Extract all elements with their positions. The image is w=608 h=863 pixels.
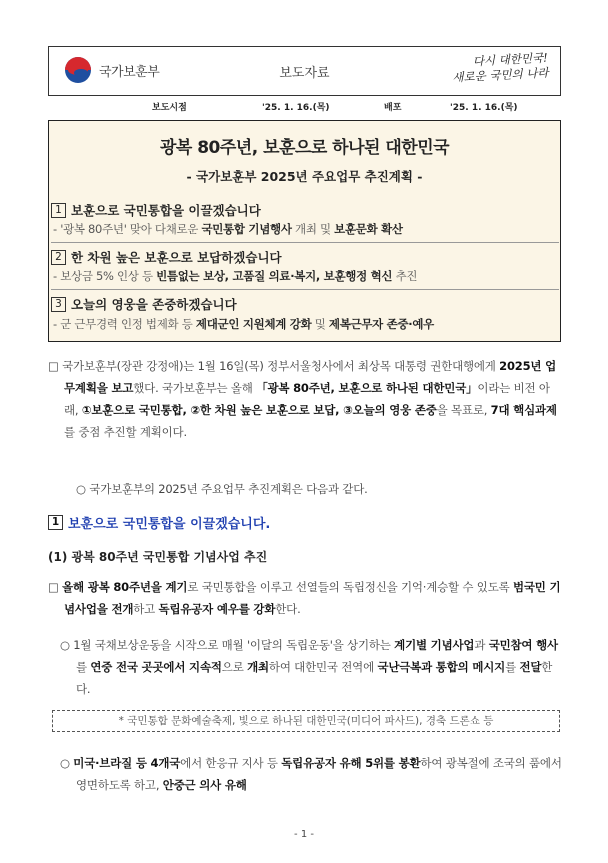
text: 한다. xyxy=(76,660,553,696)
divider xyxy=(51,289,559,290)
press-header xyxy=(48,46,561,96)
distribute-value: '25. 1. 16.(목) xyxy=(450,103,518,113)
footnote-box: * 국민통합 문화예술축제, 빛으로 하나된 대한민국(미디어 파사드), 경축 드론쇼 등 xyxy=(52,710,560,732)
detail-emphasis: 국민통합 기념행사 xyxy=(201,222,292,236)
text: 를 xyxy=(505,660,520,674)
emphasis: 안중근 의사 유해 xyxy=(162,778,247,792)
slogan-signature xyxy=(451,51,549,86)
emphasis: 7대 핵심과제 xyxy=(490,403,557,417)
section-heading-1 xyxy=(48,513,270,532)
emphasis: 국민참여 행사 xyxy=(488,638,558,652)
text: 이라는 비전 아래, xyxy=(64,381,550,417)
text: 하고 xyxy=(133,602,159,616)
text: 했다. 국가보훈부는 올해 xyxy=(133,381,257,395)
slogan-line-2: 새로운 국민의 나라 xyxy=(451,65,549,85)
detail-text: - 군 근무경력 인정 법제화 등 xyxy=(53,317,196,331)
detail-text: - 보상금 5% 인상 등 xyxy=(53,269,157,283)
emphasis: 「광복 80주년, 보훈으로 하나된 대한민국」 xyxy=(256,381,478,395)
emphasis: 개최 xyxy=(247,660,269,674)
summary-item-1-detail xyxy=(53,221,403,237)
section-number-box: 1 xyxy=(48,515,63,530)
item-number-box: 2 xyxy=(51,250,66,265)
detail-text: - '광복 80주년' 맞아 다채로운 xyxy=(53,222,202,236)
item-heading: 한 차원 높은 보훈으로 보답하겠습니다 xyxy=(71,250,282,265)
text: ○ 1월 국채보상운동을 시작으로 매월 '이달의 독립운동'을 상기하는 xyxy=(60,638,395,652)
detail-emphasis: 제대군인 지원체계 강화 xyxy=(195,317,312,331)
release-value: '25. 1. 16.(목) xyxy=(262,103,330,113)
release-dates xyxy=(0,97,608,113)
divider xyxy=(51,242,559,243)
text: 과 xyxy=(474,638,489,652)
summary-item-3-detail xyxy=(53,316,434,332)
text: □ 국가보훈부(장관 강정애)는 1월 16일(목) 정부서울청사에서 최상목 대통령 권한대행에게 xyxy=(48,359,500,373)
emphasis: 2025년 업무계획을 보고 xyxy=(64,359,557,395)
emphasis: 독립유공자 유해 5위를 봉환 xyxy=(281,756,421,770)
detail-text: 추진 xyxy=(392,269,418,283)
text: 을 목표로, xyxy=(436,403,491,417)
text: 를 중점 추진할 계획이다. xyxy=(64,425,187,439)
emphasis: 계기별 기념사업 xyxy=(394,638,475,652)
text: □ xyxy=(48,580,63,594)
intro-bullet: ○ 국가보훈부의 2025년 주요업무 추진계획은 다음과 같다. xyxy=(76,482,368,496)
text: 에서 한응규 지사 등 xyxy=(180,756,282,770)
summary-box xyxy=(48,120,561,342)
section-title: 보훈으로 국민통합을 이끌겠습니다. xyxy=(68,517,271,532)
distribute-label: 배포 xyxy=(384,103,402,113)
press-subtitle: - 국가보훈부 2025년 주요업무 추진계획 - xyxy=(186,169,423,184)
text: 으로 xyxy=(221,660,248,674)
summary-item-1 xyxy=(51,201,261,219)
text: 하여 광복절에 조국의 품에서 영면하도록 하고, xyxy=(76,756,562,792)
ministry-name: 국가보훈부 xyxy=(99,64,160,80)
summary-item-2 xyxy=(51,248,282,266)
emphasis: 올해 광복 80주년을 계기 xyxy=(62,580,188,594)
detail-emphasis: 보훈문화 확산 xyxy=(334,222,403,236)
text: 로 국민통합을 이루고 선열들의 독립정신을 기억·계승할 수 있도록 xyxy=(187,580,513,594)
item-heading: 오늘의 영웅을 존중하겠습니다 xyxy=(71,297,237,312)
slogan-line-1: 다시 대한민국! xyxy=(472,50,548,69)
summary-item-2-detail xyxy=(53,268,417,284)
text: 한다. xyxy=(275,602,301,616)
detail-emphasis: 빈틈없는 보상, 고품질 의료·복지, 보훈행정 혁신 xyxy=(156,269,393,283)
emphasis: 독립유공자 예우를 강화 xyxy=(158,602,276,616)
page-number: - 1 - xyxy=(294,829,314,840)
item-heading: 보훈으로 국민통합을 이끌겠습니다 xyxy=(71,203,261,218)
emphasis: 전달 xyxy=(519,660,542,674)
subsection-heading: (1) 광복 80주년 국민통합 기념사업 추진 xyxy=(48,550,268,564)
paragraph-commemoration xyxy=(48,576,564,620)
document-type: 보도자료 xyxy=(279,66,330,81)
text: ○ xyxy=(60,756,74,770)
detail-text: 개최 및 xyxy=(291,222,335,236)
detail-emphasis: 제복근무자 존중·예우 xyxy=(328,317,434,331)
item-number-box: 3 xyxy=(51,297,66,312)
detail-text: 및 xyxy=(311,317,329,331)
emphasis: ①보훈으로 국민통합, ②한 차원 높은 보훈으로 보답, ③오늘의 영웅 존중 xyxy=(81,403,437,417)
release-label: 보도시점 xyxy=(152,103,187,113)
text: 를 xyxy=(76,660,91,674)
summary-item-3 xyxy=(51,295,237,313)
emphasis: 연중 전국 곳곳에서 지속적 xyxy=(90,660,222,674)
emphasis: 범국민 기념사업을 전개 xyxy=(64,580,561,616)
text: 하여 대한민국 전역에 xyxy=(268,660,378,674)
paragraph-monthly-events xyxy=(48,634,564,700)
lead-paragraph xyxy=(48,355,564,443)
emphasis: 국난극복과 통합의 메시지 xyxy=(377,660,506,674)
emphasis: 미국·브라질 등 4개국 xyxy=(73,756,181,770)
item-number-box: 1 xyxy=(51,203,66,218)
paragraph-repatriation xyxy=(48,752,564,796)
press-title: 광복 80주년, 보훈으로 하나된 대한민국 xyxy=(159,138,450,158)
